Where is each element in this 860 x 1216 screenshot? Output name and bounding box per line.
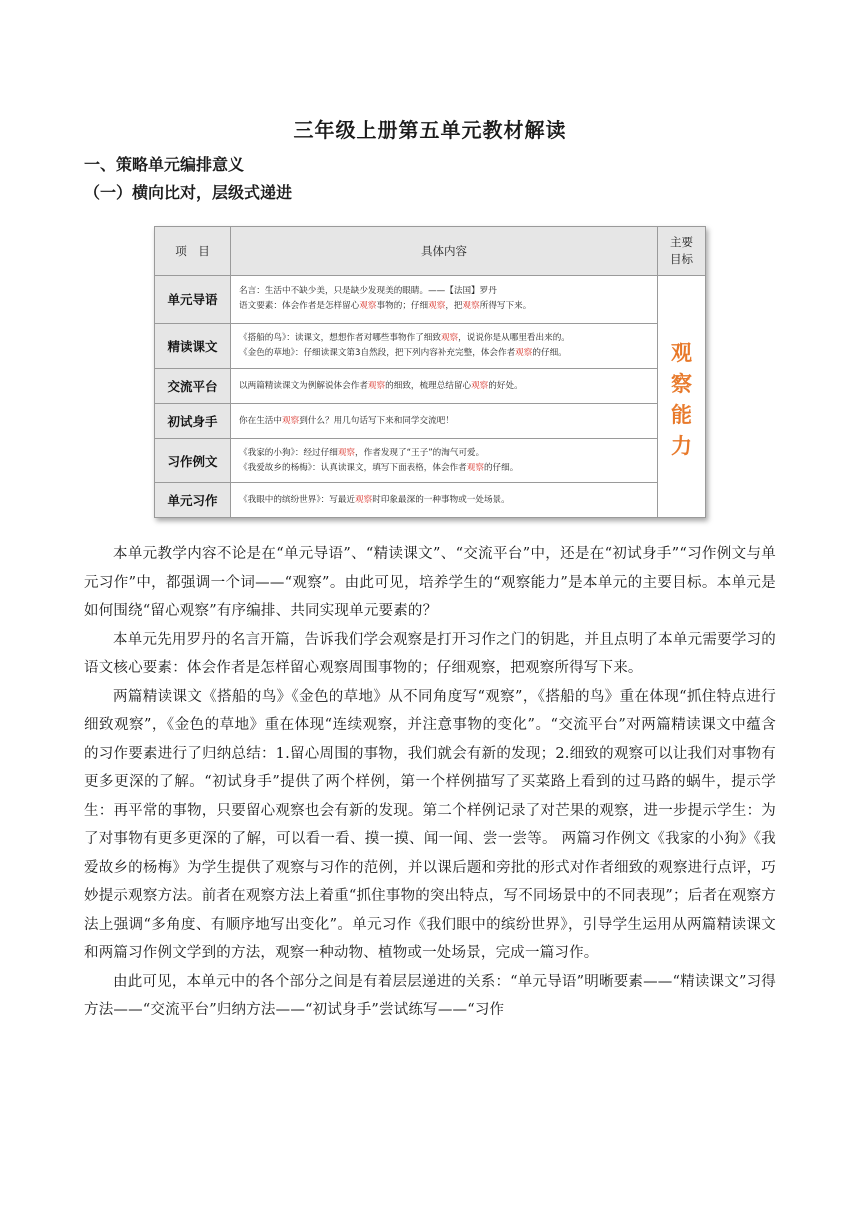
page-title: 三年级上册第五单元教材解读 xyxy=(293,118,567,142)
table-row xyxy=(155,368,706,403)
table-row xyxy=(155,438,706,483)
header-item: 项 目 xyxy=(155,227,231,276)
table-row xyxy=(155,404,706,438)
subsection-heading: （一）横向比对，层级式递进 xyxy=(84,183,293,202)
body-paragraph: 本单元教学内容不论是在“单元导语”、“精读课文”、“交流平台”中，还是在“初试身手”“习作例文与单元习作”中，都强调一个词——“观察”。由此可见，培养学生的“观察能力”是本单元的主要目标。本单元是如何围绕“留心观察”有序编排、共同实现单元要素的？ xyxy=(84,546,776,619)
row-item-label: 初试身手 xyxy=(155,404,231,438)
row-content: 《我眼中的缤纷世界》：写最近观察时印象最深的一种事物或一处场景。 xyxy=(231,483,658,518)
goal-text: 观察能力 xyxy=(671,340,692,458)
section-heading: 一、策略单元编排意义 xyxy=(84,155,245,174)
body-paragraph: 两篇精读课文《搭船的鸟》《金色的草地》从不同角度写“观察”，《搭船的鸟》重在体现“抓住特点进行细致观察”，《金色的草地》重在体现“连续观察，并注意事物的变化”。“交流平台”对两篇精读课文中蕴含的习作要素进行了归纳总结：1.留心周围的事物，我们就会有新的发现；2.细致的观察可以让我们对事物有更多更深的了解。“初试身手”提供了两个样例，第一个样例描写了买菜路上看到的过马路的蜗牛，提示学生：再平常的事物，只要留心观察也会有新的发现。第二个样例记录了对芒果的观察，进一步提示学生：为了对事物有更多更深的了解，可以看一看、摸一摸、闻一闻、尝一尝等。 两篇习作例文《我家的小狗》《我爱故乡的杨梅》为学生提供了观察与习作的范例，并以课后题和旁批的形式对作者细致的观察进行点评，巧妙提示观察方法。前者在观察方法上着重“抓住事物的突出特点，写不同场景中的不同表现”；后者在观察方法上强调“多角度、有顺序地写出变化”。单元习作《我们眼中的缤纷世界》，引导学生运用从两篇精读课文和两篇习作例文学到的方法，观察一种动物、植物或一处场景，完成一篇习作。 xyxy=(84,688,776,961)
row-content: 你在生活中观察到什么？用几句话写下来和同学交流吧！ xyxy=(231,404,658,438)
unit-overview-table xyxy=(154,226,706,518)
row-content: 以两篇精读课文为例解说体会作者观察的细致，梳理总结留心观察的好处。 xyxy=(231,368,658,403)
table-row xyxy=(155,275,706,324)
body-text xyxy=(84,540,776,1025)
row-item-label: 单元习作 xyxy=(155,483,231,518)
goal-cell xyxy=(658,275,706,517)
body-paragraph: 本单元先用罗丹的名言开篇，告诉我们学会观察是打开习作之门的钥匙，并且点明了本单元需要学习的语文核心要素：体会作者是怎样留心观察周围事物的；仔细观察，把观察所得写下来。 xyxy=(84,631,776,676)
row-item-label: 精读课文 xyxy=(155,324,231,369)
row-item-label: 交流平台 xyxy=(155,368,231,403)
unit-overview-table-figure xyxy=(154,226,706,518)
row-item-label: 习作例文 xyxy=(155,438,231,483)
row-content: 名言：生活中不缺少美，只是缺少发现美的眼睛。——【法国】罗丹 语文要素：体会作者是怎样留心观察事物的；仔细观察，把观察所得写下来。 xyxy=(231,275,658,324)
row-content: 《我家的小狗》：经过仔细观察，作者发现了“王子”的淘气可爱。 《我爱故乡的杨梅》：认真读课文，填写下面表格，体会作者观察的仔细。 xyxy=(231,438,658,483)
table-row xyxy=(155,483,706,518)
header-goal: 主要 目标 xyxy=(658,227,706,276)
header-content: 具体内容 xyxy=(231,227,658,276)
body-paragraph: 由此可见，本单元中的各个部分之间是有着层层递进的关系：“单元导语”明晰要素——“精读课文”习得方法——“交流平台”归纳方法——“初试身手”尝试练写——“习作 xyxy=(84,973,776,1018)
row-item-label: 单元导语 xyxy=(155,275,231,324)
table-row xyxy=(155,324,706,369)
row-content: 《搭船的鸟》：读课文，想想作者对哪些事物作了细致观察，说说你是从哪里看出来的。 《金色的草地》：仔细读课文第3自然段，把下列内容补充完整，体会作者观察的仔细。 xyxy=(231,324,658,369)
